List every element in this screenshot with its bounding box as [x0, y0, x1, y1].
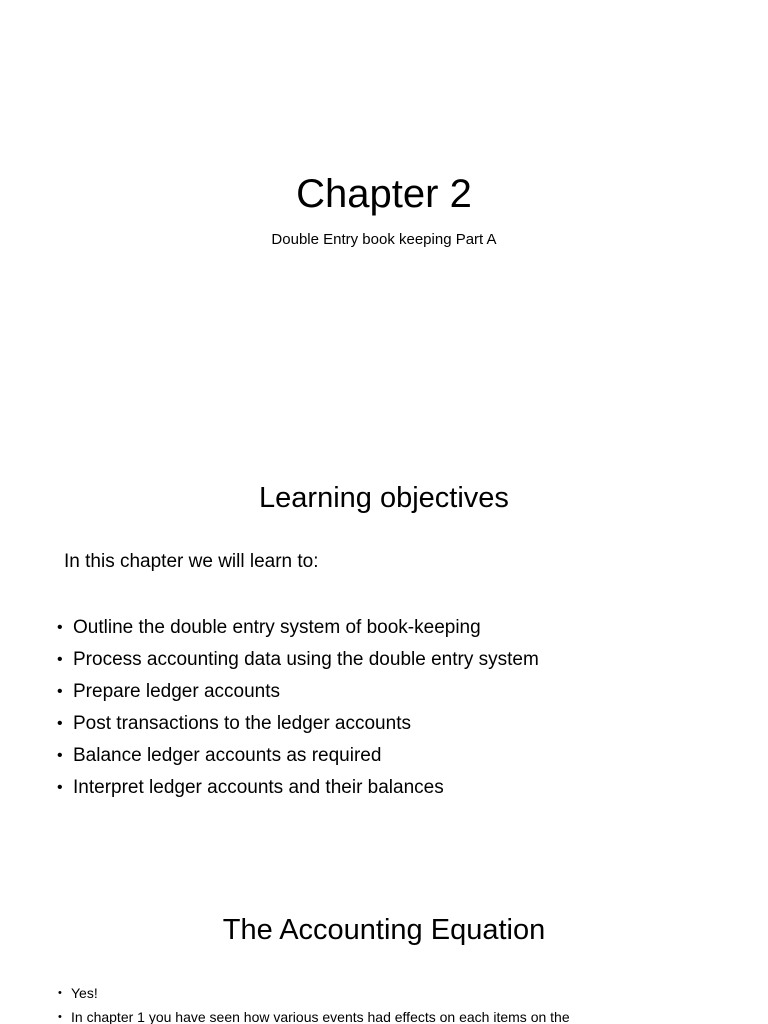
list-item: [57, 644, 539, 676]
slide-learning-objectives: [0, 432, 768, 864]
list-item-text: In chapter 1 you have seen how various events had effects on each items on the: [71, 1009, 570, 1024]
list-item-text: Balance ledger accounts as required: [73, 745, 382, 766]
bullet-icon: •: [57, 651, 63, 668]
list-item: [57, 740, 539, 772]
learning-objectives-intro: In this chapter we will learn to:: [64, 551, 319, 572]
list-item-text: Outline the double entry system of book-keeping: [73, 617, 481, 638]
chapter-title: Chapter 2: [296, 172, 472, 216]
list-item: [57, 772, 539, 804]
bullet-icon: •: [57, 715, 63, 732]
bullet-icon: •: [57, 779, 63, 796]
bullet-icon: •: [57, 747, 63, 764]
chapter-subtitle: Double Entry book keeping Part A: [271, 231, 497, 248]
list-item: [58, 981, 570, 1005]
list-item-text: Post transactions to the ledger accounts: [73, 713, 411, 734]
bullet-icon: •: [58, 1011, 62, 1023]
list-item-text: Interpret ledger accounts and their balances: [73, 777, 444, 798]
list-item: [57, 612, 539, 644]
list-item: [57, 676, 539, 708]
list-item: [58, 1005, 570, 1024]
slide-accounting-equation: [0, 864, 768, 1024]
slide-chapter-title: [0, 0, 768, 384]
bullet-icon: •: [57, 619, 63, 636]
list-item-text: Yes!: [71, 985, 98, 1001]
accounting-equation-title: The Accounting Equation: [222, 914, 546, 946]
learning-objectives-list: [57, 612, 539, 804]
list-item-text: Prepare ledger accounts: [73, 681, 281, 702]
list-item-text: Process accounting data using the double entry system: [73, 649, 539, 670]
learning-objectives-title: Learning objectives: [259, 482, 509, 514]
bullet-icon: •: [58, 987, 62, 999]
accounting-equation-list: [58, 981, 570, 1024]
list-item: [57, 708, 539, 740]
bullet-icon: •: [57, 683, 63, 700]
